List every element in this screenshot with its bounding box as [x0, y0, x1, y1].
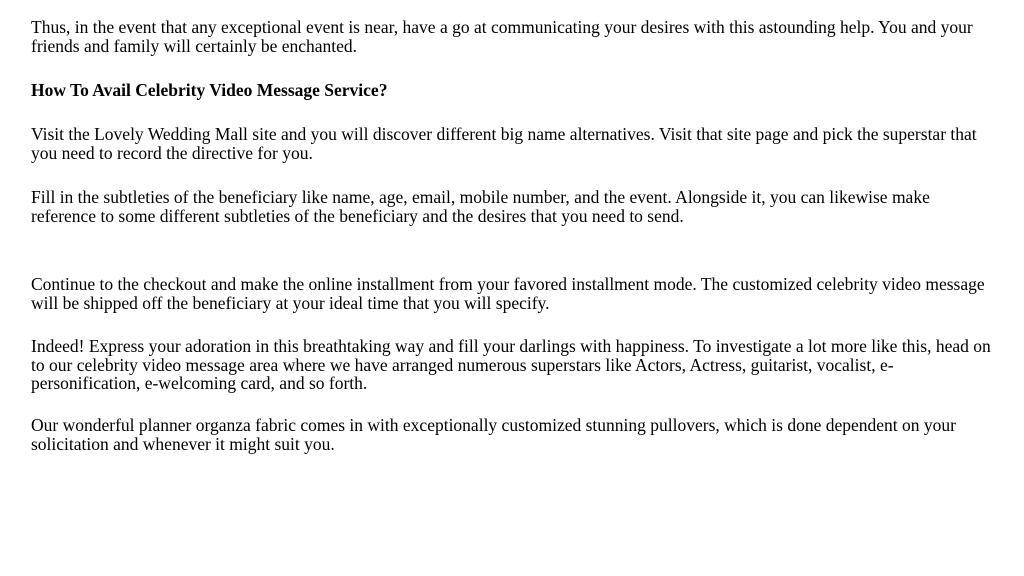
- checkout-paragraph: Continue to the checkout and make the online installment from your favored installment mode. The customized celebrity video message will be shipped off the beneficiary at your ideal time that you will specify.: [31, 274, 985, 313]
- fill-details-paragraph: Fill in the subtleties of the beneficiary like name, age, email, mobile number, and the event. Alongside it, you can likewise make reference to some different subtleties of the beneficiary and the desires that you need to send.: [31, 187, 930, 226]
- organza-fabric-paragraph: Our wonderful planner organza fabric comes in with exceptionally customized stunning pullovers, which is done dependent on your solicitation and whenever it might suit you.: [31, 415, 956, 454]
- visit-site-paragraph: Visit the Lovely Wedding Mall site and you will discover different big name alternatives. Visit that site page and pick the superstar that you need to record the directive for you.: [31, 124, 977, 163]
- section-heading: How To Avail Celebrity Video Message Service?: [31, 80, 388, 100]
- intro-paragraph: Thus, in the event that any exceptional event is near, have a go at communicating your desires with this astounding help. You and your friends and family will certainly be enchanted.: [31, 17, 973, 56]
- express-adoration-paragraph: Indeed! Express your adoration in this breathtaking way and fill your darlings with happiness. To investigate a lot more like this, head on to our celebrity video message area where we have arranged numerous superstars like Actors, Actress, guitarist, vocalist, e-personification, e-welcoming card, and so forth.: [31, 336, 991, 393]
